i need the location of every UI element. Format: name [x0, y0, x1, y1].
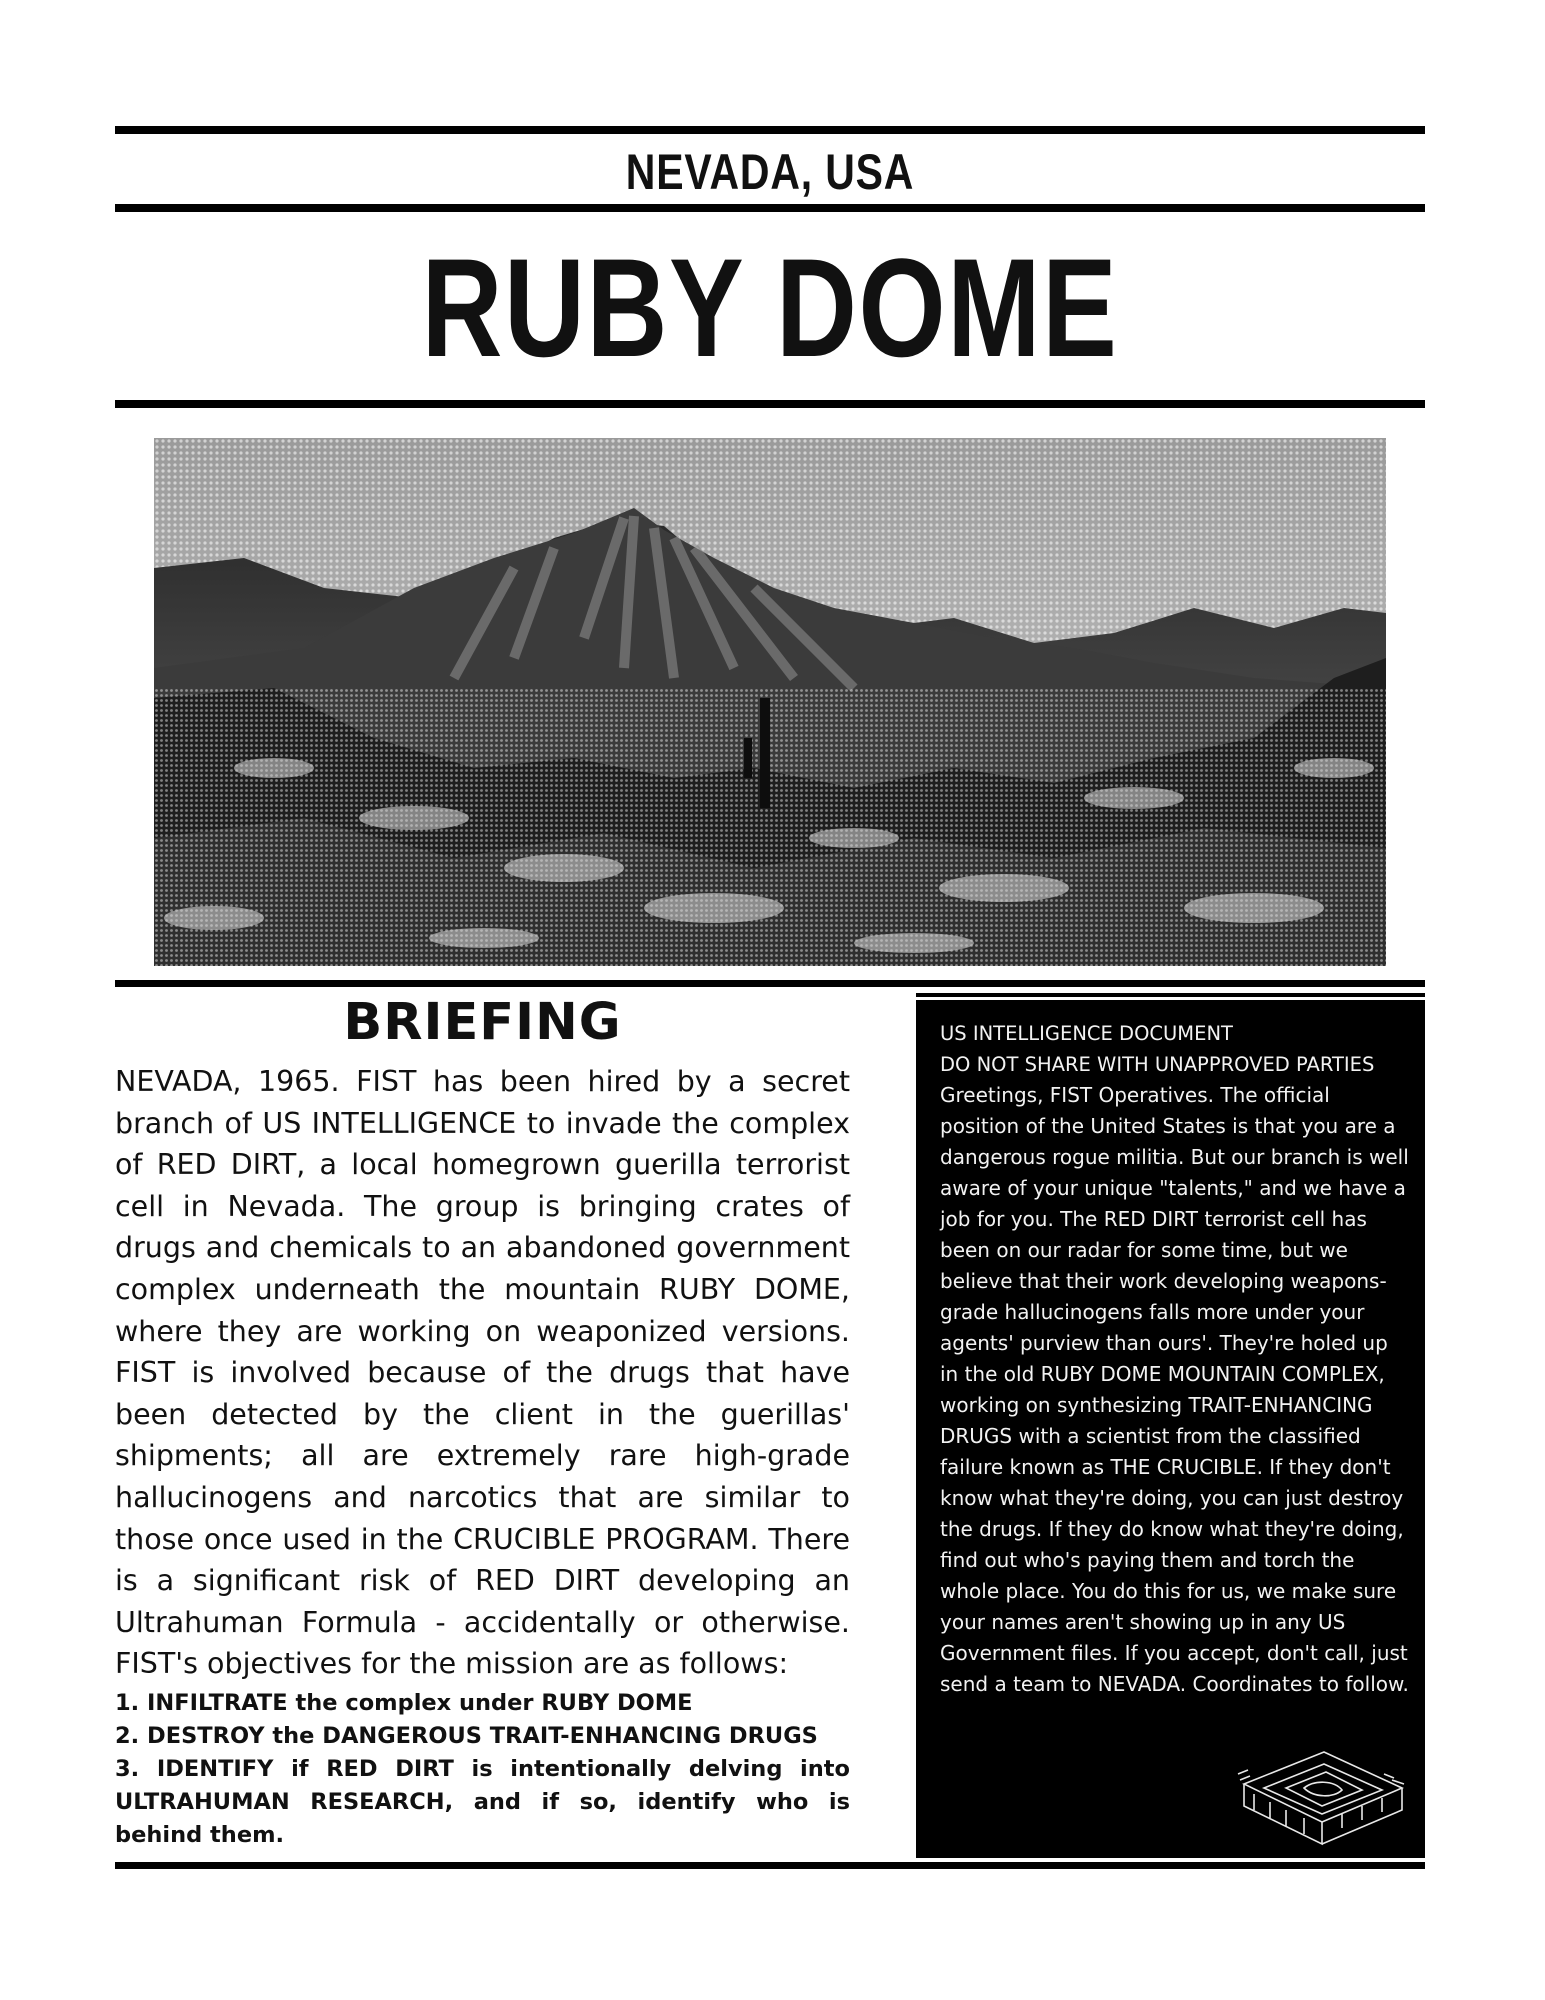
briefing-column: [115, 985, 850, 1852]
bottom-rule: [115, 1862, 1425, 1869]
objective-item: 2. DESTROY the DANGEROUS TRAIT-ENHANCING DRUGS: [115, 1722, 818, 1749]
memo-body: Greetings, FIST Operatives. The official position of the United States is that you are a dangerous rogue militia. But our branch is well aware of your unique "talents," and we have a job for you. The RED DIRT terrorist cell has been on our radar for some time, but we believe that their work developing weapons-grade hallucinogens falls more under your agents' purview than ours'. They're holed up in the old RUBY DOME MOUNTAIN COMPLEX, working on synthesizing TRAIT-ENHANCING DRUGS with a scientist from the classified failure known as THE CRUCIBLE. If they don't know what they're doing, you can just destroy the drugs. If they do know what they're doing, find out who's paying them and torch the whole place. You do this for us, we make sure your names aren't showing up in any US Government files. If you accept, don't call, just send a team to NEVADA. Coordinates to follow.: [940, 1083, 1409, 1696]
dossier-title: RUBY DOME: [421, 229, 1119, 386]
objective-item: 1. INFILTRATE the complex under RUBY DOME: [115, 1689, 693, 1716]
mountain-landscape-photo: [154, 438, 1386, 966]
intelligence-memo: [916, 1000, 1425, 1858]
section-rule-right: [916, 993, 1425, 997]
memo-warning: DO NOT SHARE WITH UNAPPROVED PARTIES: [940, 1053, 1375, 1076]
crate-sketch-icon: [1234, 1744, 1410, 1848]
top-rule: [115, 126, 1425, 134]
objective-item: 3. IDENTIFY if RED DIRT is intentionally delving into ULTRAHUMAN RESEARCH, and if so, identify who is behind them.: [115, 1755, 850, 1848]
region-name: NEVADA, USA: [625, 144, 915, 200]
memo-text: [940, 1018, 1410, 1700]
briefing-heading: BRIEFING: [343, 993, 622, 1052]
briefing-body: NEVADA, 1965. FIST has been hired by a secret branch of US INTELLIGENCE to invade the complex of RED DIRT, a local homegrown guerilla terrorist cell in Nevada. The group is bringing crates of drugs and chemicals to an abandoned government complex underneath the mountain RUBY DOME, where they are working on weaponized versions. FIST is involved because of the drugs that have been detected by the client in the guerillas' shipments; all are extremely rare high-grade hallucinogens and narcotics that are similar to those once used in the CRUCIBLE PROGRAM. There is a significant risk of RED DIRT developing an Ultrahuman Formula - accidentally or otherwise. FIST's objectives for the mission are as follows:: [115, 1065, 850, 1681]
title-rule: [115, 400, 1425, 408]
region-rule: [115, 204, 1425, 212]
objectives-list: [115, 1687, 850, 1852]
memo-classification: US INTELLIGENCE DOCUMENT: [940, 1022, 1233, 1045]
